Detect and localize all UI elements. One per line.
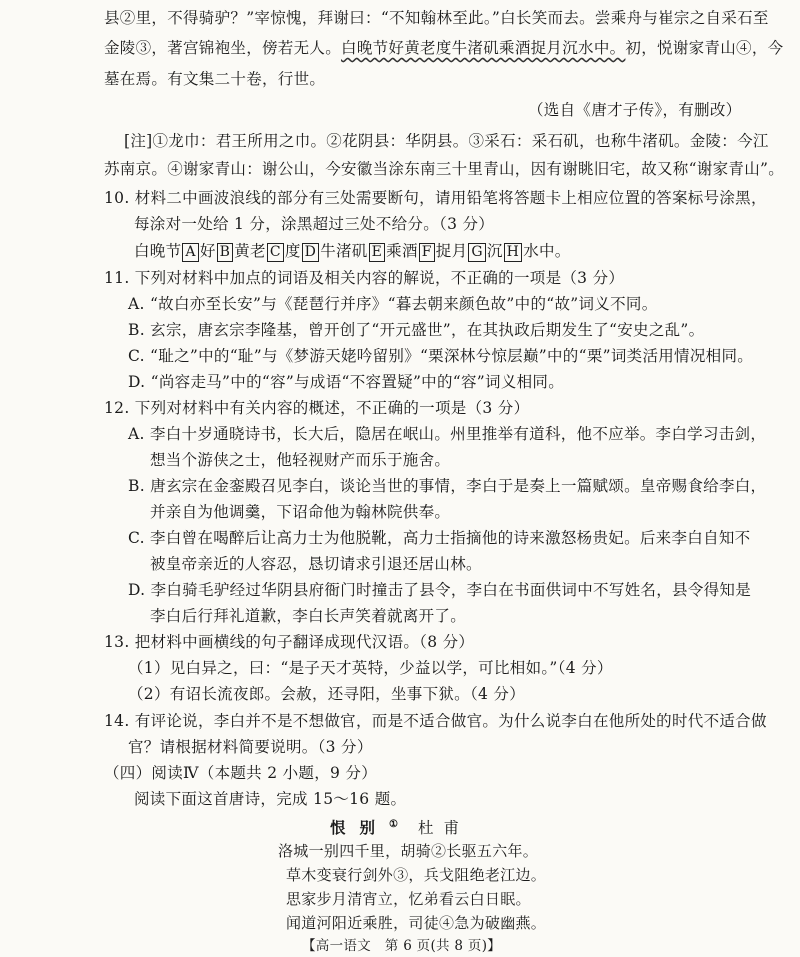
q12-stem: 12. 下列对材料中有关内容的概述，不正确的一项是（3 分） [104, 399, 530, 417]
q12-option-b-1: B. 唐玄宗在金銮殿召见李白，谈论当世的事情，李白于是奏上一篇赋颂。皇帝赐食给李白， [128, 477, 767, 495]
q10-segment: 捉月 [435, 242, 468, 260]
section-intro: 阅读下面这首唐诗，完成 15～16 题。 [134, 790, 407, 808]
poem-author: 杜甫 [417, 819, 469, 838]
q12-option-d-2: 李白后行拜礼道歉，李白长声笑着就离开了。 [150, 607, 467, 625]
section-heading: （四）阅读Ⅳ（本题共 2 小题，9 分） [104, 764, 377, 782]
q10-segment: 白晚节 [134, 242, 182, 260]
q11-option-c: C. “耻之”中的“耻”与《梦游天姥吟留别》“栗深林兮惊层巅”中的“栗”词类活用情况相同。 [128, 347, 754, 365]
poem-title: 恨别 [330, 818, 390, 838]
passage-line-2-start: 金陵③，著宫锦袍坐，傍若无人。 [104, 39, 342, 57]
passage-line-2-end: 初，悦谢家青山④，今 [625, 39, 784, 57]
poem-heading [330, 815, 469, 838]
q14-stem-2: 官？请根据材料简要说明。（3 分） [128, 738, 373, 756]
q14-stem-1: 14. 有评论说，李白并不是不想做官，而是不适合做官。为什么说李白在他所处的时代不适合做 [104, 712, 767, 730]
q13-sentence-2: （2）有诏长流夜郎。会赦，还寻阳，坐事下狱。（4 分） [128, 685, 526, 703]
q12-option-a-2: 想当个游侠之士，他轻视财产而乐于施舍。 [150, 451, 451, 469]
passage-note-1: [注]①龙巾：君王所用之巾。②花阴县：华阴县。③采石：采石矶，也称牛渚矶。金陵：今江 [124, 132, 769, 150]
q10-stem-1: 10. 材料二中画波浪线的部分有三处需要断句，请用铅笔将答题卡上相应位置的答案标号涂黑， [104, 189, 767, 207]
poem-line: 洛城一别四千里，胡骑②长驱五六年。 [278, 842, 539, 860]
q12-option-c-2: 被皇帝亲近的人容忍，恳切请求引退还居山林。 [150, 555, 482, 573]
q10-mark-box[interactable]: H [504, 243, 523, 262]
q10-mark-box[interactable]: F [419, 243, 435, 262]
q13-stem: 13. 把材料中画横线的句子翻译成现代汉语。（8 分） [104, 633, 475, 651]
q11-option-b: B. 玄宗，唐玄宗李隆基，曾开创了“开元盛世”，在其执政后期发生了“安史之乱”。 [128, 321, 705, 339]
q12-option-d-1: D. 李白骑毛驴经过华阴县府衙门时撞击了县令，李白在书面供词中不写姓名，县令得知是 [128, 581, 752, 599]
q10-segment: 乘酒 [386, 242, 418, 260]
passage-line-1: 县②里，不得骑驴？”宰惊愧，拜谢曰：“不知翰林至此。”白长笑而去。尝乘舟与崔宗之自采石至 [104, 9, 769, 27]
q10-mark-box[interactable]: D [302, 243, 320, 262]
q12-option-c-1: C. 李白曾在喝醉后让高力士为他脱靴，高力士指摘他的诗来激怒杨贵妃。后来李白自知不 [128, 529, 751, 547]
poem-line: 闻道河阳近乘胜，司徒④急为破幽燕。 [286, 914, 547, 932]
q10-segment: 黄老 [234, 242, 266, 260]
q10-segment: 牛渚矶 [320, 242, 368, 260]
q10-mark-box[interactable]: G [468, 243, 485, 262]
poem-title-mark: ① [389, 819, 399, 830]
q11-option-d: D. “尚容走马”中的“容”与成语“不容置疑”中的“容”词义相同。 [128, 373, 565, 391]
q11-stem: 11. 下列对材料中加点的词语及相关内容的解说，不正确的一项是（3 分） [104, 269, 625, 287]
q10-mark-box[interactable]: C [267, 243, 284, 262]
q10-segment: 水中。 [523, 242, 571, 260]
wavy-underlined-sentence: 白晚节好黄老度牛渚矶乘酒捉月沉水中。 [341, 39, 626, 57]
q10-segment: 度 [284, 242, 301, 260]
q10-segment: 好 [199, 242, 216, 260]
q10-mark-box[interactable]: E [369, 243, 386, 262]
q10-mark-box[interactable]: A [182, 243, 198, 262]
q12-option-a-1: A. 李白十岁通晓诗书，长大后，隐居在岷山。州里推举有道科，他不应举。李白学习击剑， [128, 425, 767, 443]
q10-segment: 沉 [486, 242, 503, 260]
q11-option-a: A. “故白亦至长安”与《琵琶行并序》“暮去朝来颜色故”中的“故”词义不同。 [128, 295, 658, 313]
page-footer: 【高一语文 第 6 页(共 8 页)】 [302, 938, 502, 954]
passage-line-3: 墓在焉。有文集二十卷，行世。 [104, 70, 326, 88]
passage-note-2: 苏南京。④谢家青山：谢公山，今安徽当涂东南三十里青山，因有谢眺旧宅，故又称“谢家青山”。 [104, 160, 785, 178]
passage-source: （选自《唐才子传》，有删改） [528, 101, 742, 119]
q10-mark-box[interactable]: B [217, 243, 234, 262]
passage-line-2 [104, 38, 783, 58]
q13-sentence-1: （1）见白异之，曰：“是子天才英特，少益以学，可比相如。”（4 分） [128, 659, 613, 677]
poem-line: 草木变衰行剑外③，兵戈阻绝老江边。 [286, 866, 547, 884]
poem-line: 思家步月清宵立，忆弟看云白日眠。 [286, 890, 531, 908]
q12-option-b-2: 并亲自为他调羹，下诏命他为翰林院供奉。 [150, 503, 451, 521]
q10-segment-line [134, 241, 571, 262]
q10-stem-2: 每涂对一处给 1 分，涂黑超过三处不给分。（3 分） [134, 215, 495, 233]
